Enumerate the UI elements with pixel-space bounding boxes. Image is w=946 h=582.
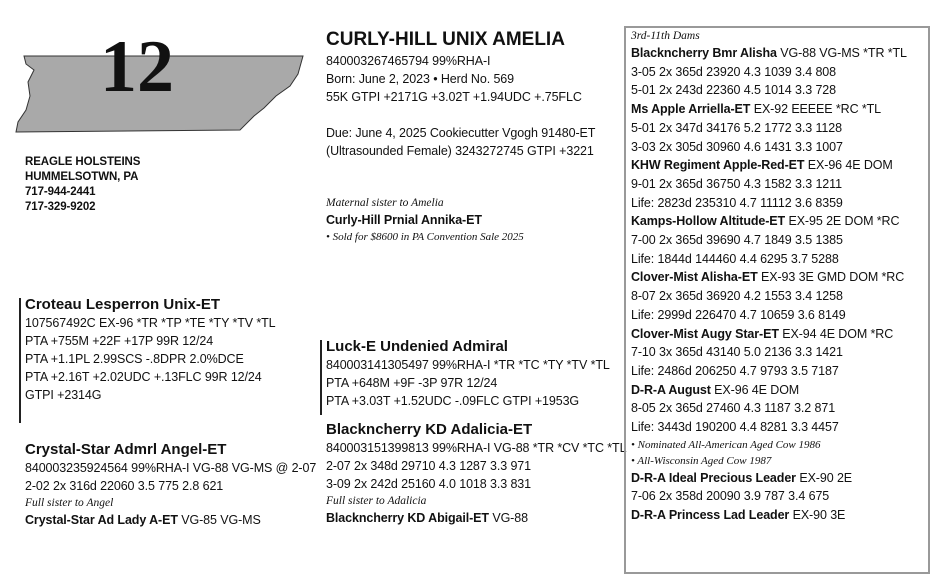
dam-entry-record: 3-03 2x 305d 30960 4.6 1431 3.3 1007 (631, 139, 843, 154)
maternal-sister-note: • Sold for $8600 in PA Convention Sale 2025 (326, 231, 524, 243)
animal-registration: 840003267465794 99%RHA-I (326, 54, 491, 68)
dam-entry-record: Life: 2486d 206250 4.7 9793 3.5 7187 (631, 363, 839, 378)
dam-entry-record: 8-05 2x 365d 27460 4.3 1187 3.2 871 (631, 401, 836, 416)
dam-entry-classification: EX-96 4E DOM (804, 158, 893, 173)
sire-name: Croteau Lesperron Unix-ET (25, 296, 221, 313)
sire-pta-2: PTA +1.1PL 2.99SCS -.8DPR 2.0%DCE (25, 352, 244, 366)
dam-entry-classification: EX-90 2E (795, 470, 853, 485)
maternal-sister-name: Curly-Hill Prnial Annika-ET (326, 213, 482, 227)
dam-entry-record: 9-01 2x 365d 36750 4.3 1582 3.3 1211 (631, 176, 842, 191)
granddam-sister-class: VG-88 (488, 511, 528, 525)
mgs-registration: 840003141305497 99%RHA-I *TR *TC *TY *TV *TL (326, 358, 610, 372)
sire-bracket (19, 298, 21, 423)
dam-entry-record: 7-06 2x 358d 20090 3.9 787 3.4 675 (631, 489, 830, 504)
granddam-record-2: 3-09 2x 242d 25160 4.0 1018 3.3 831 (326, 477, 532, 491)
animal-name: CURLY-HILL UNIX AMELIA (326, 29, 565, 50)
dam-entry-record: 8-07 2x 365d 36920 4.2 1553 3.4 1258 (631, 289, 843, 304)
dam-entry-header (631, 506, 907, 525)
dam-entry-record: Life: 2823d 235310 4.7 11112 3.6 8359 (631, 195, 843, 210)
consignor-town: HUMMELSOTWN, PA (25, 171, 139, 183)
dam-entry-record: 7-00 2x 365d 39690 4.7 1849 3.5 1385 (631, 233, 843, 248)
dams-list (631, 28, 907, 525)
mgs-bracket (320, 340, 322, 415)
dam-entry-classification: EX-90 3E (789, 508, 846, 523)
main-animal-block (326, 28, 595, 160)
dam-sister-label: Full sister to Angel (25, 497, 114, 509)
dam-entry-record: Life: 3443d 190200 4.4 8281 3.3 4457 (631, 420, 839, 435)
animal-genomics: 55K GTPI +2171G +3.02T +1.94UDC +.75FLC (326, 90, 582, 104)
dam-entry-note: • Nominated All-American Aged Cow 1986 (631, 438, 821, 451)
consignor-block (25, 155, 140, 215)
dam-entry-name: D-R-A August (631, 382, 711, 397)
sire-registration: 107567492C EX-96 *TR *TP *TE *TY *TV *TL (25, 316, 276, 330)
dam-entry-name: KHW Regiment Apple-Red-ET (631, 158, 805, 173)
dam-entry-classification: EX-93 3E GMD DOM *RC (757, 270, 905, 285)
granddam-record-1: 2-07 2x 348d 29710 4.3 1287 3.3 971 (326, 459, 532, 473)
granddam-sister-name: Blackncherry KD Abigail-ET (326, 511, 489, 525)
animal-due-line-1: Due: June 4, 2025 Cookiecutter Vgogh 91480-ET (326, 126, 596, 140)
dams-title: 3rd-11th Dams (631, 30, 700, 42)
dam-entry-header (631, 44, 907, 63)
animal-birth: Born: June 2, 2023 • Herd No. 569 (326, 72, 515, 86)
dam-entry-header (631, 156, 907, 175)
dam-entry-record: Life: 1844d 144460 4.4 6295 3.7 5288 (631, 251, 839, 266)
dam-entry-classification: EX-95 2E DOM *RC (785, 214, 900, 229)
granddam-block (326, 420, 626, 527)
dam-entry-name: Clover-Mist Augy Star-ET (631, 326, 779, 341)
granddam-name: Blackncherry KD Adalicia-ET (326, 421, 533, 438)
lot-number: 12 (100, 26, 174, 108)
dam-entry-record: 5-01 2x 347d 34176 5.2 1772 3.3 1128 (631, 120, 842, 135)
dam-entry-classification: VG-88 VG-MS *TR *TL (776, 46, 907, 60)
maternal-sister-label: Maternal sister to Amelia (326, 197, 444, 209)
consignor-phone-2: 717-329-9202 (25, 201, 96, 213)
consignor-phone-1: 717-944-2441 (25, 186, 96, 198)
maternal-sister-block (326, 195, 524, 245)
sire-block (25, 295, 276, 404)
dam-entry-header (631, 268, 907, 287)
dam-block (25, 440, 316, 529)
dam-record: 2-02 2x 316d 22060 3.5 775 2.8 621 (25, 479, 224, 493)
dam-sister-class: VG-85 VG-MS (177, 513, 261, 527)
sire-pta-3: PTA +2.16T +2.02UDC +.13FLC 99R 12/24 (25, 370, 262, 384)
dam-entry-classification: EX-96 4E DOM (710, 382, 800, 397)
dam-entry-name: Clover-Mist Alisha-ET (631, 270, 758, 285)
granddam-registration: 840003151399813 99%RHA-I VG-88 *TR *CV *TC *TL (326, 441, 627, 455)
dam-entry-classification: EX-94 4E DOM *RC (778, 326, 894, 341)
dam-entry-record: 3-05 2x 365d 23920 4.3 1039 3.4 808 (631, 64, 837, 79)
mgs-block (326, 337, 610, 410)
dam-entry-record: Life: 2999d 226470 4.7 10659 3.6 8149 (631, 307, 846, 322)
mgs-pta-2: PTA +3.03T +1.52UDC -.09FLC GTPI +1953G (326, 394, 580, 408)
animal-due-line-2: (Ultrasounded Female) 3243272745 GTPI +3221 (326, 144, 594, 158)
granddam-sister-label: Full sister to Adalicia (326, 495, 427, 507)
mgs-name: Luck-E Undenied Admiral (326, 338, 508, 355)
dam-entry-header (631, 100, 907, 119)
mgs-pta-1: PTA +648M +9F -3P 97R 12/24 (326, 376, 498, 390)
dam-entry-name: D-R-A Ideal Precious Leader (631, 470, 796, 485)
dam-entry-name: Kamps-Hollow Altitude-ET (631, 214, 786, 229)
dam-entry-note: • All-Wisconsin Aged Cow 1987 (631, 454, 772, 467)
dam-entry-name: Ms Apple Arriella-ET (631, 102, 751, 117)
dam-entry-header (631, 381, 907, 400)
consignor-name: REAGLE HOLSTEINS (25, 156, 141, 168)
dam-sister-name: Crystal-Star Ad Lady A-ET (25, 513, 178, 527)
dam-entry-record: 7-10 3x 365d 43140 5.0 2136 3.3 1421 (631, 345, 843, 360)
dam-entry-header (631, 325, 907, 344)
dam-registration: 840003235924564 99%RHA-I VG-88 VG-MS @ 2-07 (25, 461, 317, 475)
sire-gtpi: GTPI +2314G (25, 388, 102, 402)
sire-pta-1: PTA +755M +22F +17P 99R 12/24 (25, 334, 214, 348)
dam-name: Crystal-Star Admrl Angel-ET (25, 441, 227, 458)
dam-entry-record: 5-01 2x 243d 22360 4.5 1014 3.3 728 (631, 83, 837, 98)
dam-entry-name: Blackncherry Bmr Alisha (631, 46, 777, 60)
dam-entry-classification: EX-92 EEEEE *RC *TL (750, 102, 882, 117)
dam-entry-name: D-R-A Princess Lad Leader (631, 508, 790, 523)
dam-entry-header (631, 212, 907, 231)
dam-entry-header (631, 469, 907, 488)
